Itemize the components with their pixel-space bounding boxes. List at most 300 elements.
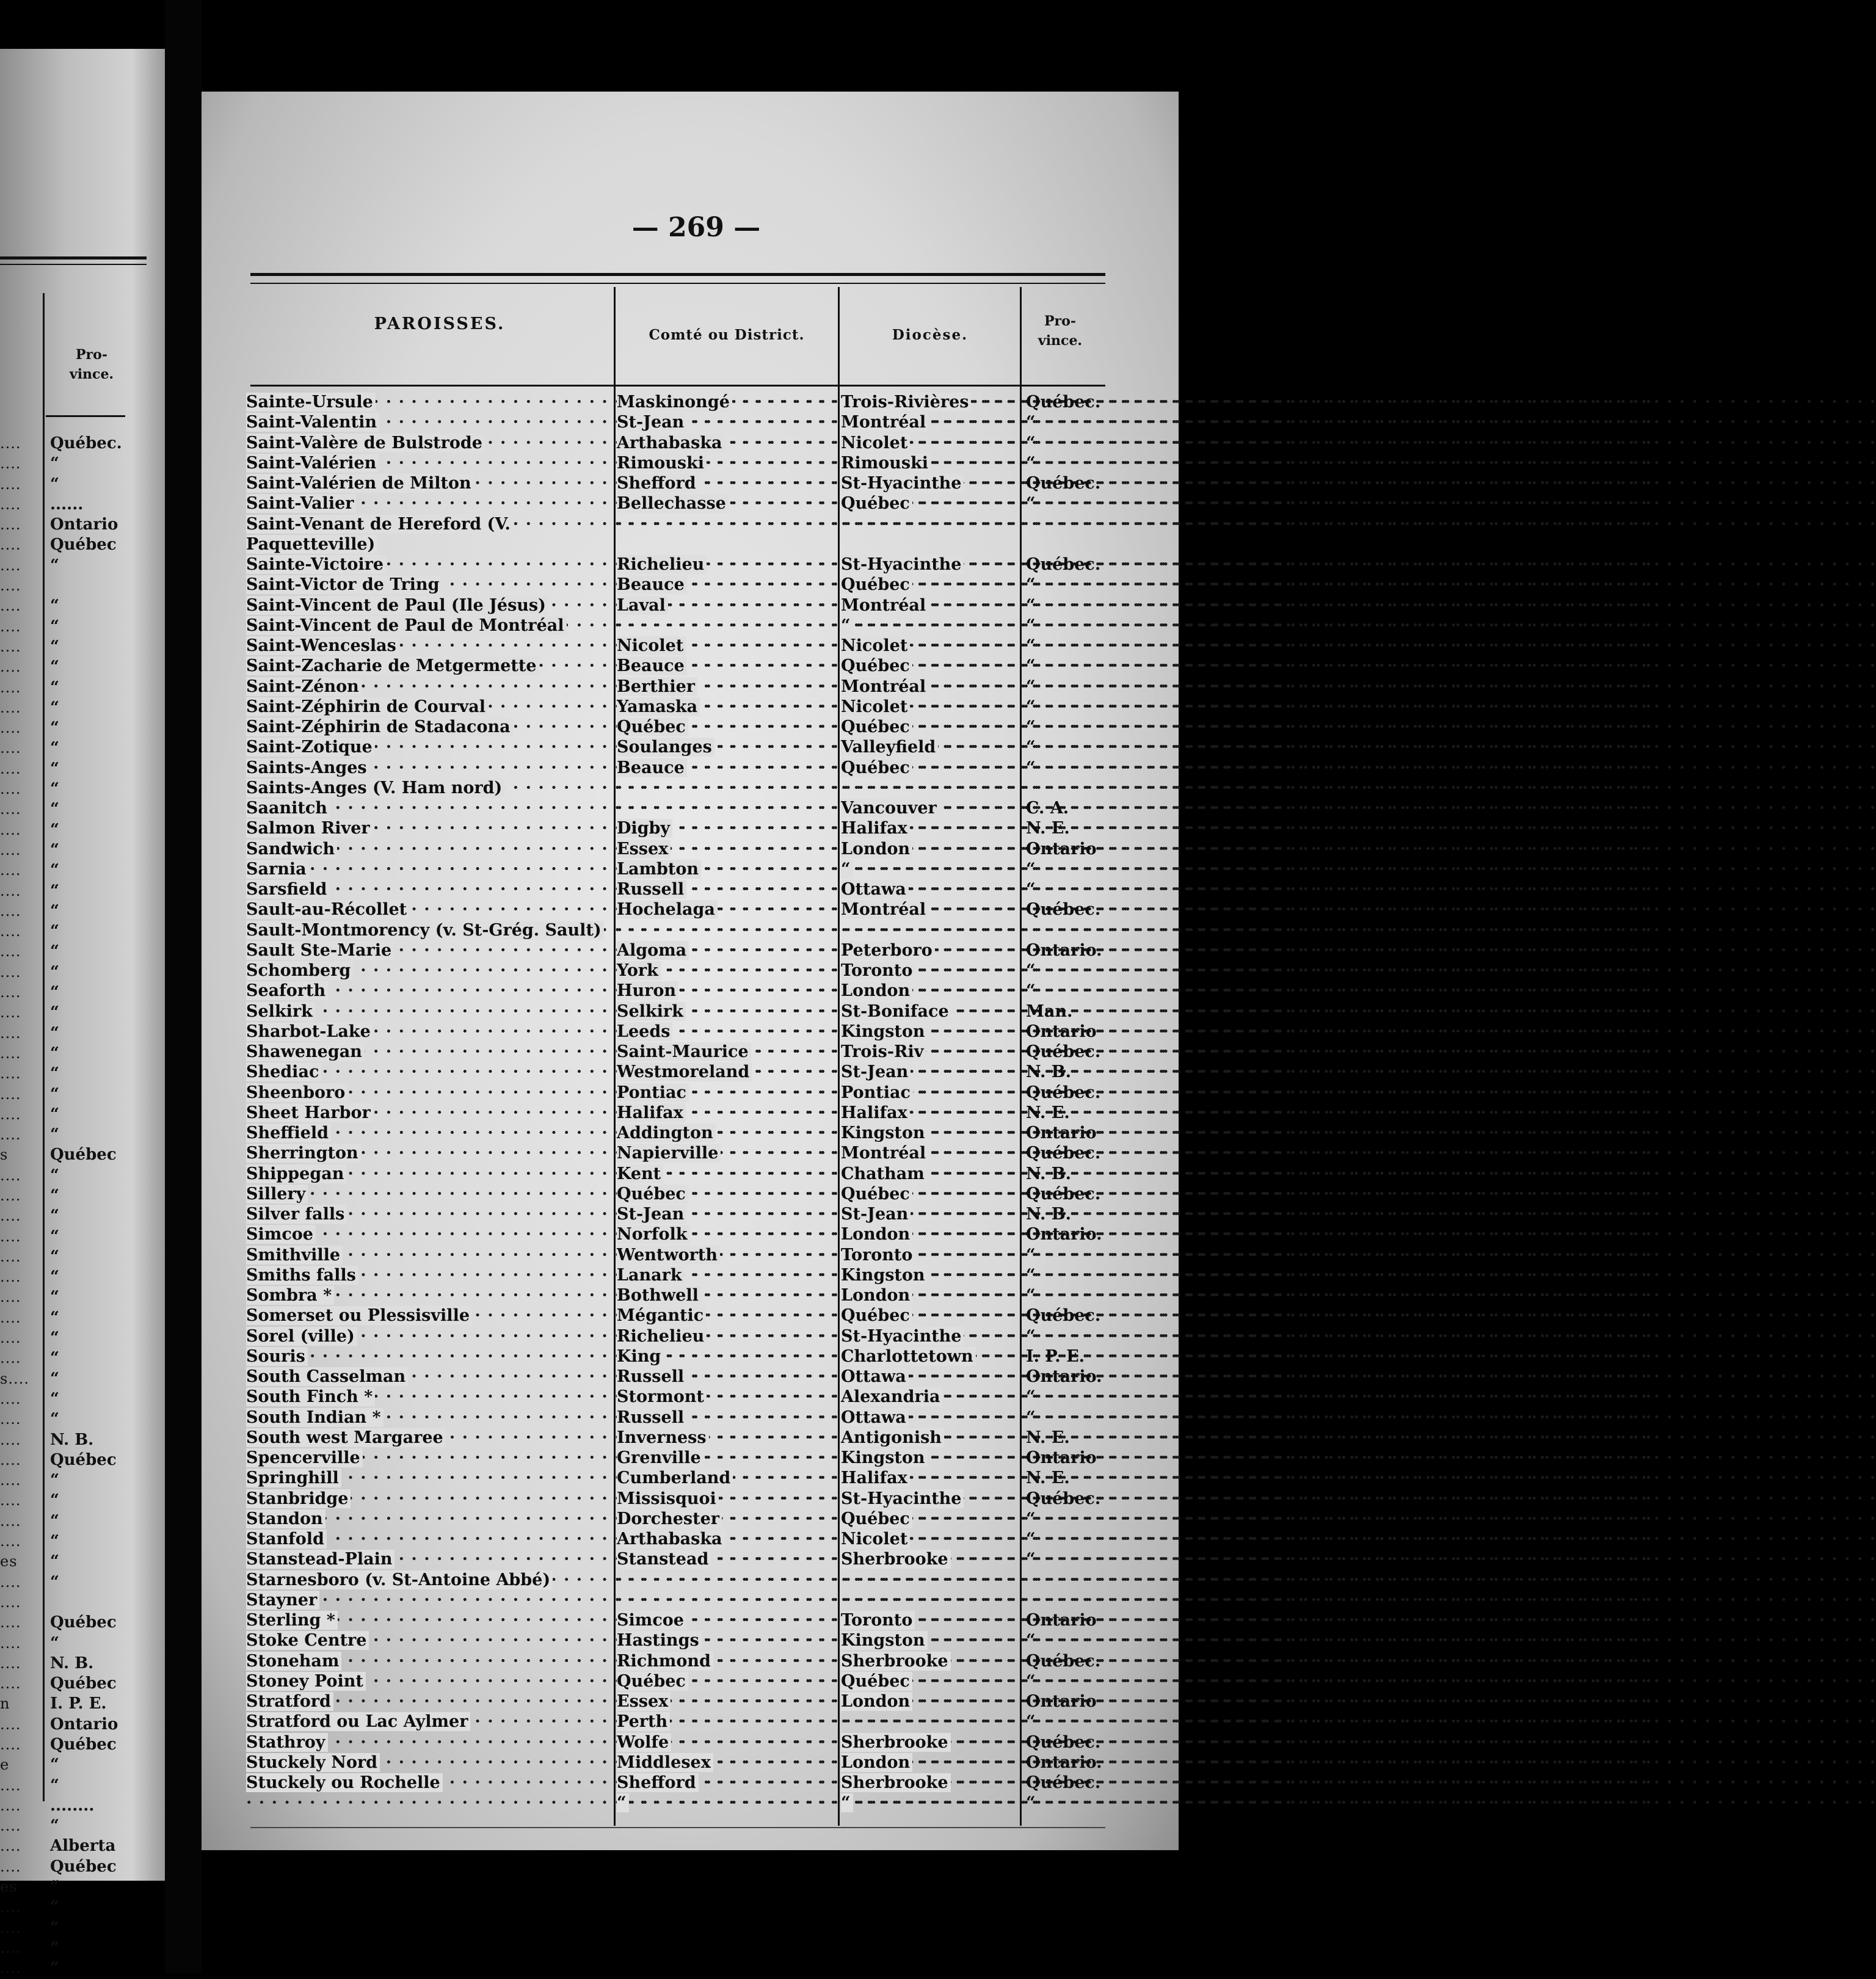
left-row [0,738,165,758]
county-name [617,1773,835,1793]
left-province-text: “ [50,556,59,575]
county-name-text: Stormont [617,1387,707,1406]
parish-name [246,615,613,636]
left-header-rule [0,256,147,260]
left-leader-text: .... [0,556,21,574]
province-name-text: Québec. [1026,1306,1101,1326]
province-name [1026,636,1102,656]
left-row [0,840,165,860]
province-name [1026,1083,1102,1103]
county-name-text: York [617,961,661,980]
left-row [0,1958,165,1978]
diocese-name-text: Antigonish [841,1428,944,1447]
province-name [1026,1793,1102,1813]
province-name-text: Québec. [1026,474,1101,493]
left-province-text: “ [50,1308,59,1327]
table-bottom-edge [250,1827,1105,1828]
left-row [0,1531,165,1552]
parish-name [246,493,613,514]
table-row [202,1346,1179,1367]
province-name [1026,1103,1102,1123]
left-leader-text: .... [0,1634,21,1652]
parish-name [246,1001,613,1022]
diocese-name-text: London [841,840,912,859]
county-name-text: Bellechasse [617,494,729,513]
province-name-text: Québec. [1026,1732,1101,1752]
province-name [1026,595,1102,615]
parish-name [246,1671,613,1691]
left-row [0,1654,165,1674]
diocese-name-text: Peterboro [841,941,935,960]
left-leader-text: .... [0,780,21,798]
parish-name [246,433,613,453]
county-name-text: Huron [617,981,678,1000]
diocese-name [841,1691,1018,1712]
left-leader-text: .... [0,1837,21,1855]
parish-name [246,1468,613,1488]
parish-name-text: South Finch * [246,1387,375,1406]
parish-name [246,575,613,595]
diocese-name-text: Pontiac [841,1083,913,1102]
parish-name [246,1265,613,1285]
left-leader-text: .... [0,678,21,696]
table-row [202,575,1179,595]
left-province-text: “ [50,1023,59,1042]
county-name-text: Essex [617,840,671,859]
province-name [1026,1143,1102,1163]
parish-name [246,1712,613,1732]
left-leader-text: .... [0,963,21,981]
left-province-text: “ [50,1044,59,1062]
left-province-text: “ [50,658,59,677]
diocese-name-text [841,1712,843,1731]
diocese-name [841,899,1018,920]
county-name [617,798,835,818]
province-name [1026,697,1102,717]
parish-name-text: Saint-Wenceslas [246,636,399,655]
left-row [0,1186,165,1206]
province-name [1026,1164,1102,1184]
diocese-name [841,1468,1018,1488]
left-row [0,1369,165,1389]
parish-name [246,879,613,899]
county-name [617,737,835,757]
header-rule-thin [250,283,1105,284]
table-row [202,412,1179,432]
parish-name [246,1793,613,1813]
parish-name-text: Saint-Venant de Hereford (V. Paquetteville) [246,514,511,554]
left-province-text: Ontario [50,1715,118,1734]
province-name [1026,615,1102,636]
left-province-text: “ [50,1125,59,1144]
left-leader-text: .... [0,699,21,716]
left-province-text: N. B. [50,1430,94,1449]
left-province-text: “ [50,1186,59,1205]
table-row [202,677,1179,697]
diocese-name [841,1630,1018,1650]
left-leader-text: .... [0,1736,21,1753]
diocese-name [841,412,1018,432]
table-row [202,1529,1179,1549]
diocese-name-text: Montréal [841,677,928,696]
parish-name-text: Sterling * [246,1611,338,1630]
province-name [1026,1387,1102,1407]
parish-name [246,758,613,778]
left-province-text: “ [50,1959,59,1978]
left-row [0,1877,165,1897]
parish-name-text: Salmon River [246,819,373,838]
left-row [0,1287,165,1307]
diocese-name-text: London [841,1225,912,1244]
province-name-text: “ [1026,413,1036,432]
county-name-text: Québec [617,1185,688,1204]
left-row [0,1003,165,1023]
left-province-text: “ [50,1349,59,1368]
parish-name-text: Sault-Montmorency (v. St-Grég. Sault) [246,921,604,940]
table-row [202,1387,1179,1407]
left-leader-text: .... [0,923,21,940]
table-row [202,1489,1179,1509]
diocese-name [841,798,1018,818]
parish-name-text: Sheffield [246,1124,331,1142]
county-name-text: Hochelaga [617,900,718,919]
left-province-text: Québec [50,536,117,554]
diocese-name-text: Rimouski [841,454,931,473]
county-name [617,1630,835,1650]
table-row [202,1103,1179,1123]
diocese-name-text: St-Hyacinthe [841,555,964,574]
province-name-text: Québec. [1026,1184,1101,1204]
table-row [202,920,1179,940]
parish-name [246,1285,613,1305]
parish-name [246,1083,613,1103]
parish-name-text: Sault Ste-Marie [246,941,394,960]
left-row [0,1470,165,1491]
province-name [1026,1590,1102,1610]
county-name-text: Norfolk [617,1225,690,1244]
parish-name-text: Sarsfield [246,880,329,899]
province-name-text: “ [1026,1671,1036,1691]
province-name [1026,473,1102,493]
province-name-text [1026,921,1028,940]
left-row [0,1918,165,1938]
left-row [0,1348,165,1368]
county-name-text: Québec [617,717,688,736]
parish-name-text: Stuckely ou Rochelle [246,1773,443,1792]
diocese-name [841,879,1018,899]
province-name-text: C. A. [1026,799,1069,818]
left-row [0,657,165,677]
county-name [617,554,835,575]
province-name-text: “ [1026,981,1036,1001]
county-name [617,453,835,473]
county-name [617,1570,835,1590]
parish-name-text: Stratford ou Lac Aylmer [246,1712,470,1731]
parish-name-text: Stuckely Nord [246,1753,380,1772]
county-name [617,1305,835,1326]
diocese-name-text: Vancouver [841,799,939,818]
county-name [617,1123,835,1143]
left-header-underline [46,415,125,417]
table-row [202,758,1179,778]
county-name-text [617,515,619,534]
parish-name-text: Saint-Vincent de Paul de Montréal [246,616,567,635]
left-province-text: “ [50,881,59,900]
province-name-text: Québec. [1026,1144,1101,1163]
left-leader-text: .... [0,1309,21,1326]
left-leader-text: .... [0,984,21,1001]
table-row [202,473,1179,493]
left-leader-text: .... [0,1227,21,1245]
left-province-text: “ [50,678,59,697]
parish-name-text: Saint-Zénon [246,677,362,696]
diocese-name [841,392,1018,412]
county-name [617,1285,835,1305]
county-name [617,656,835,676]
diocese-name [841,1103,1018,1123]
table-row [202,1285,1179,1305]
left-province-text: “ [50,1756,59,1774]
diocese-name-text: Québec [841,494,912,513]
diocese-name [841,1590,1018,1610]
header-rule-thick [250,273,1105,276]
left-leader-text: .... [0,739,21,757]
county-name-text: Digby [617,819,672,838]
diocese-name-text: Montréal [841,1144,928,1163]
left-leader-text: s [0,1146,9,1164]
table-row [202,554,1179,575]
parish-name [246,960,613,981]
diocese-name-text [841,921,843,940]
left-leader-text: e [0,1756,10,1774]
parish-name-text: Saanitch [246,799,330,818]
province-name-text: “ [1026,758,1036,777]
left-row [0,1044,165,1064]
parish-name [246,1549,613,1569]
left-province-text: “ [50,1003,59,1022]
province-name-text: “ [1026,1793,1036,1813]
left-row [0,1389,165,1409]
parish-name-text: Saint-Valentin [246,413,379,432]
left-row [0,1064,165,1084]
diocese-name [841,1224,1018,1244]
province-name-text: Ontario. [1026,1367,1102,1386]
diocese-name [841,1732,1018,1752]
left-province-column [0,434,165,1979]
table-row [202,514,1179,555]
province-name-text: N. E. [1026,1469,1070,1488]
table-row [202,1549,1179,1569]
province-name-text: “ [1026,433,1036,452]
diocese-name [841,656,1018,676]
province-name [1026,1367,1102,1387]
left-row [0,881,165,901]
province-name-text: Québec. [1026,1489,1101,1508]
table-row [202,737,1179,757]
left-province-text: Ontario [50,515,118,534]
province-name [1026,1224,1102,1244]
left-leader-text: .... [0,1959,21,1977]
county-name-text: “ [617,1793,629,1812]
county-name [617,859,835,879]
left-province-text: “ [50,698,59,717]
province-name-text: “ [1026,738,1036,757]
left-leader-text: .... [0,1715,21,1733]
parish-name [246,1123,613,1143]
province-name [1026,1265,1102,1285]
county-name [617,1509,835,1529]
province-name-text: Québec. [1026,1042,1101,1061]
parish-name [246,1610,613,1630]
diocese-name-text: London [841,1753,912,1772]
county-name [617,1712,835,1732]
left-row [0,1613,165,1633]
county-name-text: Lambton [617,860,701,879]
county-name [617,1184,835,1204]
diocese-name-text: Nicolet [841,1530,910,1549]
diocese-name [841,1062,1018,1082]
county-name-text: Essex [617,1692,671,1711]
parish-name-text: Sandwich [246,840,337,859]
county-name [617,1224,835,1244]
county-name [617,514,835,555]
left-leader-text: es [0,1553,18,1570]
diocese-name [841,859,1018,879]
diocese-name-text: Toronto [841,1611,915,1630]
parish-name [246,1143,613,1163]
left-row [0,434,165,454]
county-name-text [617,799,619,818]
left-leader-text: .... [0,1044,21,1062]
diocese-name-text: St-Jean [841,1062,911,1081]
left-row [0,1308,165,1328]
parish-name [246,1224,613,1244]
left-leader-text: .... [0,1065,21,1083]
table-row [202,1448,1179,1468]
table-row [202,656,1179,676]
county-name [617,1610,835,1630]
province-name-text: “ [1026,1407,1036,1427]
county-name-text: Yamaska [617,697,700,716]
province-name-text: “ [1026,575,1036,595]
table-row [202,839,1179,859]
table-row [202,960,1179,981]
county-name [617,839,835,859]
province-name [1026,493,1102,514]
left-leader-text: .... [0,1105,21,1123]
left-facing-page [0,49,165,1978]
province-name [1026,1752,1102,1773]
left-province-text: “ [50,1878,59,1897]
province-name-text: “ [1026,1245,1036,1265]
parish-name [246,1489,613,1509]
left-province-text: “ [50,780,59,799]
left-leader-text: .... [0,536,21,554]
table-row [202,859,1179,879]
left-row [0,942,165,962]
province-name [1026,1732,1102,1752]
parish-name [246,514,613,555]
left-leader-text: .... [0,882,21,899]
diocese-name [841,1265,1018,1285]
province-name [1026,1245,1102,1265]
province-name [1026,514,1102,555]
left-leader-text: .... [0,475,21,493]
county-name-text [617,1570,619,1589]
diocese-name [841,818,1018,838]
diocese-name-text: Nicolet [841,697,910,716]
parish-table [202,392,1179,1814]
parish-name-text: Sillery [246,1185,308,1204]
county-name [617,1265,835,1285]
parish-name [246,1245,613,1265]
parish-name [246,1407,613,1428]
left-row [0,759,165,779]
left-province-text: Québec [50,1450,117,1469]
province-name [1026,981,1102,1001]
diocese-name [841,778,1018,798]
left-leader-text: .... [0,1898,21,1916]
parish-name-text: Sheenboro [246,1083,347,1102]
parish-name [246,778,613,798]
county-name-text: Addington [617,1124,716,1142]
province-name [1026,1610,1102,1630]
province-name-text: Québec. [1026,555,1101,574]
county-name [617,960,835,981]
province-name-text: “ [1026,1712,1036,1732]
province-name-text: Ontario [1026,1022,1097,1041]
left-leader-text: .... [0,1247,21,1265]
left-row [0,1857,165,1877]
table-row [202,1062,1179,1082]
county-name-text: Soulanges [617,738,714,757]
table-row [202,981,1179,1001]
left-province-text: “ [50,1776,59,1795]
diocese-name-text: London [841,1692,912,1711]
main-page [202,92,1179,1850]
county-name-text: King [617,1347,663,1366]
diocese-name-text: Montréal [841,900,928,919]
parish-name [246,1428,613,1448]
left-province-text: “ [50,962,59,981]
province-name [1026,677,1102,697]
diocese-name [841,1387,1018,1407]
left-row [0,779,165,799]
county-name [617,575,835,595]
county-name [617,758,835,778]
parish-name [246,677,613,697]
county-name-text: Shefford [617,1773,699,1792]
left-row [0,962,165,982]
diocese-name-text: “ [841,860,853,879]
diocese-name-text: Kingston [841,1631,928,1650]
left-province-text: “ [50,1938,59,1957]
parish-name [246,1184,613,1204]
parish-name-text: Sainte-Ursule [246,393,376,412]
left-province-text: “ [50,1268,59,1287]
table-row [202,1610,1179,1630]
left-leader-text: .... [0,821,21,838]
parish-name [246,1042,613,1062]
diocese-name-text: Québec [841,1306,912,1325]
left-row [0,718,165,738]
province-name-text: N. B. [1026,1164,1071,1183]
left-row [0,596,165,616]
county-name-text: Nicolet [617,636,686,655]
province-name-text: Ontario [1026,1448,1097,1467]
province-name-text: N. E. [1026,1428,1070,1447]
county-name-text: Richelieu [617,555,707,574]
